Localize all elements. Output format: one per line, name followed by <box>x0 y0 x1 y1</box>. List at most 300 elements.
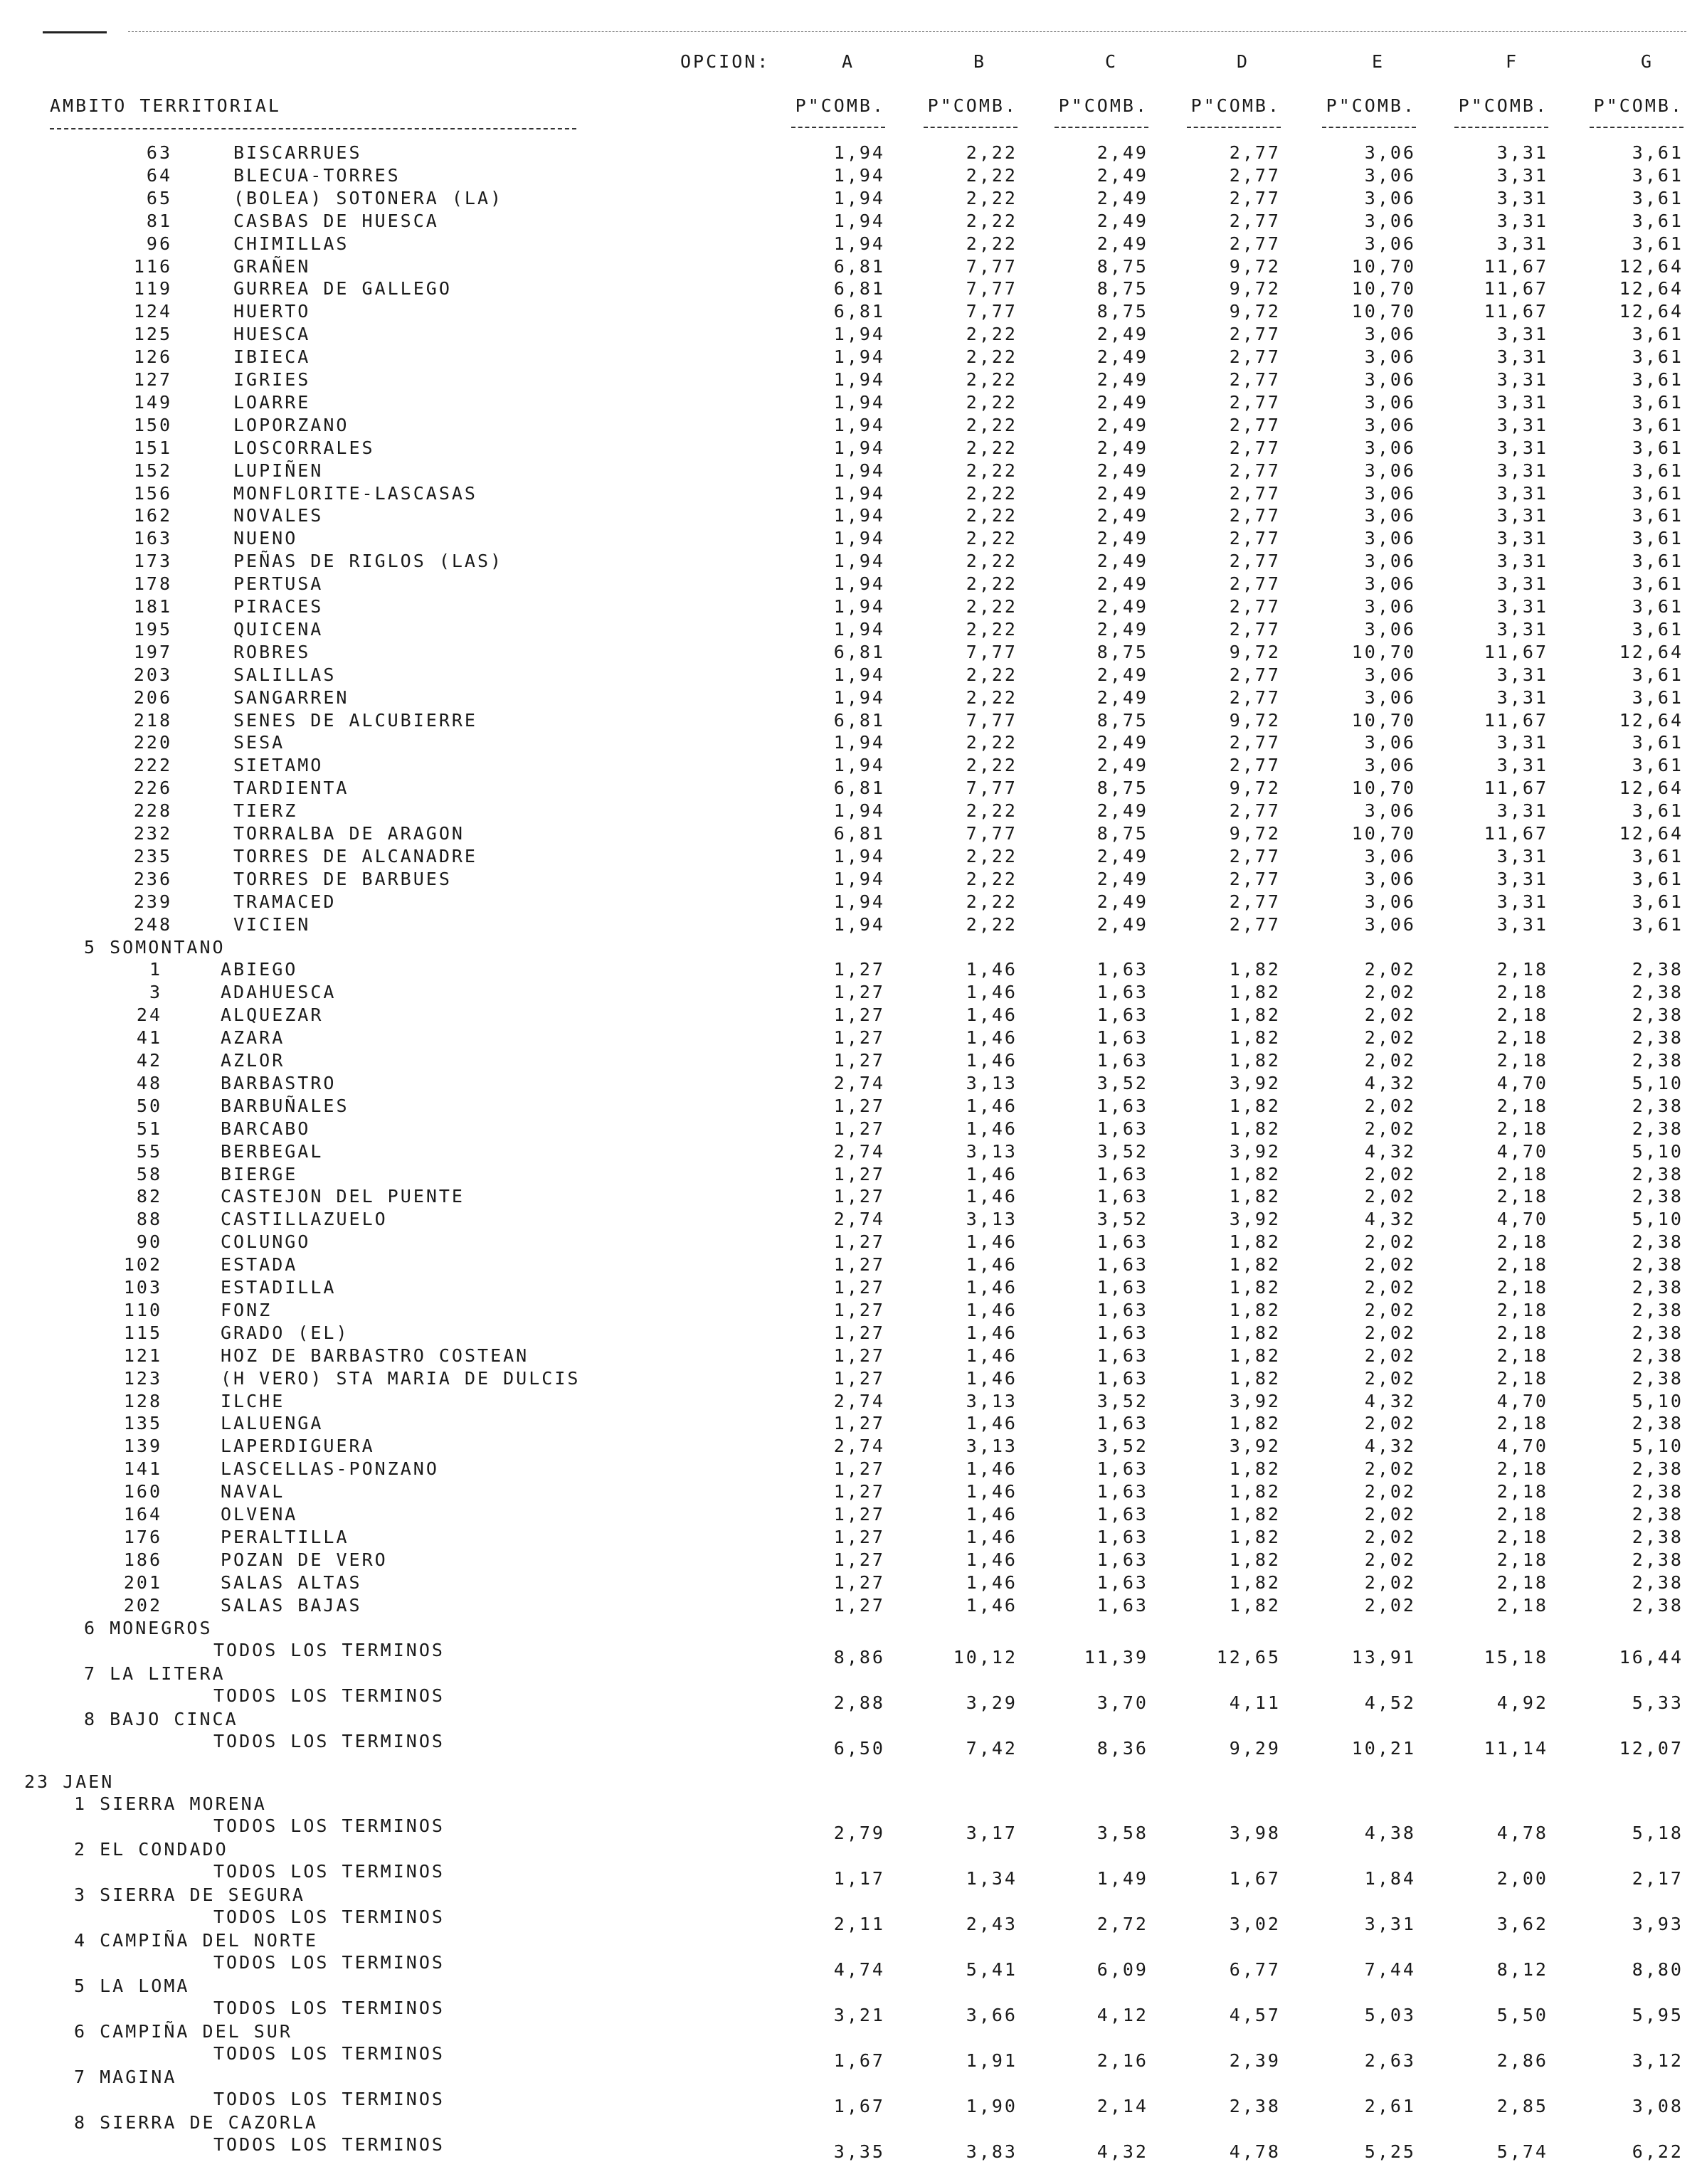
value-d: 1,82 <box>1229 1413 1281 1433</box>
option-letter-a: A <box>842 51 855 72</box>
value-a: 1,27 <box>833 1322 885 1343</box>
value-b: 1,46 <box>966 982 1018 1002</box>
value-f: 11,67 <box>1484 710 1548 731</box>
municipality-name: ESTADILLA <box>221 1277 337 1298</box>
group-label: 7 LA LITERA <box>84 1663 226 1684</box>
municipality-name: SIETAMO <box>233 755 324 775</box>
value-a: 1,94 <box>833 142 885 163</box>
value-a: 2,11 <box>833 1914 885 1934</box>
municipality-name: GRAÑEN <box>233 256 311 277</box>
value-d: 2,77 <box>1229 891 1281 912</box>
value-e: 10,70 <box>1351 778 1416 798</box>
value-g: 3,61 <box>1632 392 1684 413</box>
municipality-code: 162 <box>133 505 172 526</box>
value-c: 2,49 <box>1096 438 1148 458</box>
value-a: 6,81 <box>833 778 885 798</box>
group-label: 4 CAMPIÑA DEL NORTE <box>74 1930 318 1951</box>
value-d: 3,02 <box>1229 1914 1281 1934</box>
value-g: 3,61 <box>1632 438 1684 458</box>
value-b: 1,46 <box>966 1118 1018 1139</box>
value-g: 2,38 <box>1632 1277 1684 1298</box>
value-c: 1,63 <box>1096 1413 1148 1433</box>
value-g: 12,64 <box>1619 301 1684 322</box>
municipality-name: LASCELLAS-PONZANO <box>221 1458 439 1479</box>
value-g: 3,61 <box>1632 324 1684 344</box>
value-g: 3,61 <box>1632 211 1684 231</box>
todos-los-terminos-label: TODOS LOS TERMINOS <box>213 2134 445 2155</box>
value-f: 2,18 <box>1496 959 1548 980</box>
value-d: 2,77 <box>1229 392 1281 413</box>
value-c: 1,63 <box>1096 1549 1148 1570</box>
value-a: 1,27 <box>833 1368 885 1389</box>
value-d: 4,57 <box>1229 2005 1281 2025</box>
value-g: 3,61 <box>1632 346 1684 367</box>
value-d: 2,77 <box>1229 846 1281 866</box>
municipality-name: (BOLEA) SOTONERA (LA) <box>233 188 504 208</box>
value-a: 1,94 <box>833 891 885 912</box>
value-c: 2,49 <box>1096 596 1148 617</box>
value-f: 2,18 <box>1496 1300 1548 1320</box>
municipality-code: 150 <box>133 415 172 435</box>
value-g: 3,12 <box>1632 2050 1684 2071</box>
value-b: 1,46 <box>966 1368 1018 1389</box>
value-e: 4,32 <box>1364 1141 1416 1162</box>
value-c: 2,49 <box>1096 800 1148 821</box>
value-a: 1,27 <box>833 1595 885 1616</box>
value-f: 2,18 <box>1496 1504 1548 1525</box>
municipality-name: PIRACES <box>233 596 324 617</box>
value-d: 1,82 <box>1229 1595 1281 1616</box>
municipality-name: BARCABO <box>221 1118 311 1139</box>
municipality-code: 96 <box>146 233 172 254</box>
value-c: 2,49 <box>1096 346 1148 367</box>
value-e: 2,02 <box>1364 1458 1416 1479</box>
value-c: 1,63 <box>1096 1096 1148 1116</box>
municipality-code: 110 <box>123 1300 162 1320</box>
value-a: 1,27 <box>833 1345 885 1366</box>
value-g: 2,38 <box>1632 1164 1684 1184</box>
value-a: 1,94 <box>833 869 885 889</box>
value-f: 5,50 <box>1496 2005 1548 2025</box>
value-d: 1,82 <box>1229 1186 1281 1207</box>
value-c: 2,49 <box>1096 846 1148 866</box>
value-a: 1,94 <box>833 165 885 186</box>
pcomb-label: P"COMB. <box>795 95 885 116</box>
value-a: 6,81 <box>833 823 885 844</box>
municipality-code: 141 <box>123 1458 162 1479</box>
value-b: 2,22 <box>966 846 1018 866</box>
municipality-name: BISCARRUES <box>233 142 362 163</box>
municipality-name: SENES DE ALCUBIERRE <box>233 710 477 731</box>
value-f: 3,31 <box>1496 800 1548 821</box>
pcomb-label: P"COMB. <box>927 95 1018 116</box>
value-c: 2,49 <box>1096 369 1148 390</box>
value-b: 1,46 <box>966 1481 1018 1502</box>
value-b: 1,46 <box>966 959 1018 980</box>
value-a: 1,94 <box>833 755 885 775</box>
municipality-name: TRAMACED <box>233 891 337 912</box>
value-d: 2,77 <box>1229 596 1281 617</box>
value-d: 1,82 <box>1229 1096 1281 1116</box>
municipality-name: SESA <box>233 732 285 753</box>
municipality-code: 220 <box>133 732 172 753</box>
value-c: 2,49 <box>1096 914 1148 935</box>
municipality-code: 123 <box>123 1368 162 1389</box>
value-e: 10,21 <box>1351 1738 1416 1759</box>
value-c: 1,63 <box>1096 1004 1148 1025</box>
value-g: 2,38 <box>1632 1300 1684 1320</box>
todos-los-terminos-label: TODOS LOS TERMINOS <box>213 1685 445 1706</box>
value-f: 2,18 <box>1496 1004 1548 1025</box>
value-d: 12,65 <box>1216 1647 1281 1668</box>
value-g: 3,61 <box>1632 165 1684 186</box>
value-d: 1,82 <box>1229 1164 1281 1184</box>
value-c: 3,52 <box>1096 1209 1148 1229</box>
value-f: 3,31 <box>1496 619 1548 640</box>
municipality-code: 90 <box>136 1231 162 1252</box>
ambito-territorial-label: AMBITO TERRITORIAL <box>50 95 281 116</box>
value-c: 1,63 <box>1096 1027 1148 1048</box>
value-d: 3,92 <box>1229 1073 1281 1093</box>
value-d: 1,82 <box>1229 1504 1281 1525</box>
value-b: 1,46 <box>966 1595 1018 1616</box>
value-b: 2,22 <box>966 800 1018 821</box>
value-b: 7,42 <box>966 1738 1018 1759</box>
value-g: 2,38 <box>1632 1096 1684 1116</box>
value-d: 9,29 <box>1229 1738 1281 1759</box>
value-f: 4,70 <box>1496 1436 1548 1456</box>
value-g: 2,38 <box>1632 1027 1684 1048</box>
value-e: 3,06 <box>1364 619 1416 640</box>
value-f: 3,31 <box>1496 551 1548 571</box>
value-e: 13,91 <box>1351 1647 1416 1668</box>
value-g: 2,38 <box>1632 1527 1684 1547</box>
value-a: 1,94 <box>833 573 885 594</box>
value-g: 8,80 <box>1632 1959 1684 1980</box>
value-f: 2,18 <box>1496 1164 1548 1184</box>
value-e: 2,02 <box>1364 1549 1416 1570</box>
municipality-name: POZAN DE VERO <box>221 1549 388 1570</box>
value-f: 2,18 <box>1496 1549 1548 1570</box>
pcomb-label: P"COMB. <box>1458 95 1548 116</box>
value-g: 3,61 <box>1632 891 1684 912</box>
value-c: 1,63 <box>1096 1186 1148 1207</box>
value-f: 3,31 <box>1496 438 1548 458</box>
municipality-code: 103 <box>123 1277 162 1298</box>
option-letter-c: C <box>1105 51 1119 72</box>
value-f: 11,67 <box>1484 823 1548 844</box>
value-e: 3,31 <box>1364 1914 1416 1934</box>
value-b: 2,22 <box>966 664 1018 685</box>
value-c: 2,49 <box>1096 505 1148 526</box>
value-a: 2,74 <box>833 1141 885 1162</box>
value-d: 1,82 <box>1229 1458 1281 1479</box>
value-b: 2,22 <box>966 188 1018 208</box>
value-e: 3,06 <box>1364 891 1416 912</box>
value-c: 6,09 <box>1096 1959 1148 1980</box>
value-c: 2,49 <box>1096 528 1148 548</box>
value-g: 2,38 <box>1632 1595 1684 1616</box>
municipality-code: 51 <box>136 1118 162 1139</box>
value-f: 2,18 <box>1496 1096 1548 1116</box>
municipality-name: ESTADA <box>221 1254 298 1275</box>
value-c: 2,49 <box>1096 664 1148 685</box>
value-c: 8,75 <box>1096 278 1148 299</box>
value-c: 4,12 <box>1096 2005 1148 2025</box>
value-a: 1,94 <box>833 664 885 685</box>
municipality-name: TORRES DE BARBUES <box>233 869 452 889</box>
value-c: 1,49 <box>1096 1868 1148 1889</box>
value-c: 1,63 <box>1096 1572 1148 1593</box>
value-e: 2,02 <box>1364 1322 1416 1343</box>
value-b: 2,22 <box>966 211 1018 231</box>
value-a: 1,17 <box>833 1868 885 1889</box>
value-d: 2,39 <box>1229 2050 1281 2071</box>
value-g: 2,38 <box>1632 1231 1684 1252</box>
value-a: 1,94 <box>833 460 885 481</box>
value-a: 8,86 <box>833 1647 885 1668</box>
value-d: 2,77 <box>1229 869 1281 889</box>
municipality-code: 65 <box>146 188 172 208</box>
value-c: 1,63 <box>1096 982 1148 1002</box>
value-f: 3,31 <box>1496 460 1548 481</box>
value-f: 3,31 <box>1496 369 1548 390</box>
value-d: 1,82 <box>1229 959 1281 980</box>
value-e: 3,06 <box>1364 596 1416 617</box>
value-e: 4,32 <box>1364 1073 1416 1093</box>
value-f: 2,18 <box>1496 1572 1548 1593</box>
value-b: 2,22 <box>966 438 1018 458</box>
municipality-name: VICIEN <box>233 914 311 935</box>
pcomb-label: P"COMB. <box>1326 95 1416 116</box>
municipality-name: TIERZ <box>233 800 298 821</box>
value-g: 3,61 <box>1632 142 1684 163</box>
value-e: 3,06 <box>1364 460 1416 481</box>
municipality-code: 116 <box>133 256 172 277</box>
value-c: 2,49 <box>1096 869 1148 889</box>
value-e: 3,06 <box>1364 664 1416 685</box>
value-d: 3,98 <box>1229 1823 1281 1843</box>
value-g: 3,61 <box>1632 573 1684 594</box>
municipality-code: 119 <box>133 278 172 299</box>
value-b: 3,83 <box>966 2141 1018 2162</box>
value-g: 2,38 <box>1632 982 1684 1002</box>
value-f: 4,70 <box>1496 1073 1548 1093</box>
value-c: 8,75 <box>1096 710 1148 731</box>
value-d: 2,77 <box>1229 800 1281 821</box>
municipality-name: COLUNGO <box>221 1231 311 1252</box>
municipality-name: FONZ <box>221 1300 273 1320</box>
value-b: 2,22 <box>966 891 1018 912</box>
value-c: 1,63 <box>1096 1118 1148 1139</box>
municipality-code: 228 <box>133 800 172 821</box>
value-e: 5,25 <box>1364 2141 1416 2162</box>
value-e: 2,02 <box>1364 1572 1416 1593</box>
municipality-code: 195 <box>133 619 172 640</box>
value-a: 1,94 <box>833 392 885 413</box>
value-e: 3,06 <box>1364 233 1416 254</box>
value-a: 3,21 <box>833 2005 885 2025</box>
municipality-name: IGRIES <box>233 369 311 390</box>
value-c: 2,49 <box>1096 483 1148 504</box>
value-b: 3,66 <box>966 2005 1018 2025</box>
municipality-name: HUESCA <box>233 324 311 344</box>
value-e: 4,52 <box>1364 1692 1416 1713</box>
value-a: 1,27 <box>833 1300 885 1320</box>
value-f: 3,31 <box>1496 392 1548 413</box>
value-a: 1,27 <box>833 1186 885 1207</box>
value-e: 1,84 <box>1364 1868 1416 1889</box>
municipality-code: 128 <box>123 1391 162 1411</box>
todos-los-terminos-label: TODOS LOS TERMINOS <box>213 1907 445 1927</box>
value-e: 3,06 <box>1364 573 1416 594</box>
value-g: 2,38 <box>1632 1458 1684 1479</box>
value-d: 2,77 <box>1229 573 1281 594</box>
value-g: 6,22 <box>1632 2141 1684 2162</box>
value-d: 2,77 <box>1229 664 1281 685</box>
value-a: 1,94 <box>833 415 885 435</box>
value-a: 1,27 <box>833 982 885 1002</box>
value-a: 1,67 <box>833 2096 885 2116</box>
value-f: 3,31 <box>1496 732 1548 753</box>
municipality-name: NAVAL <box>221 1481 285 1502</box>
value-b: 2,22 <box>966 619 1018 640</box>
municipality-code: 42 <box>136 1050 162 1071</box>
value-f: 3,31 <box>1496 483 1548 504</box>
value-e: 3,06 <box>1364 211 1416 231</box>
value-b: 7,77 <box>966 301 1018 322</box>
value-f: 2,18 <box>1496 1118 1548 1139</box>
value-d: 2,77 <box>1229 619 1281 640</box>
value-e: 3,06 <box>1364 755 1416 775</box>
value-g: 2,38 <box>1632 1345 1684 1366</box>
value-a: 1,94 <box>833 505 885 526</box>
value-f: 2,18 <box>1496 1481 1548 1502</box>
value-f: 2,18 <box>1496 1345 1548 1366</box>
value-c: 2,49 <box>1096 619 1148 640</box>
option-letter-d: D <box>1237 51 1250 72</box>
value-b: 1,46 <box>966 1322 1018 1343</box>
value-b: 3,29 <box>966 1692 1018 1713</box>
value-e: 2,02 <box>1364 1027 1416 1048</box>
value-e: 4,32 <box>1364 1209 1416 1229</box>
value-g: 3,61 <box>1632 528 1684 548</box>
value-c: 8,75 <box>1096 823 1148 844</box>
municipality-code: 115 <box>123 1322 162 1343</box>
municipality-code: 202 <box>123 1595 162 1616</box>
pcomb-underline <box>1054 127 1148 128</box>
municipality-name: IBIECA <box>233 346 311 367</box>
municipality-name: ROBRES <box>233 642 311 662</box>
value-e: 3,06 <box>1364 438 1416 458</box>
group-label: 8 SIERRA DE CAZORLA <box>74 2112 318 2133</box>
value-a: 1,27 <box>833 1164 885 1184</box>
municipality-name: BARBUÑALES <box>221 1096 349 1116</box>
value-d: 2,77 <box>1229 551 1281 571</box>
todos-los-terminos-label: TODOS LOS TERMINOS <box>213 1861 445 1882</box>
value-b: 1,46 <box>966 1458 1018 1479</box>
value-g: 12,64 <box>1619 642 1684 662</box>
value-e: 10,70 <box>1351 710 1416 731</box>
municipality-code: 160 <box>123 1481 162 1502</box>
value-f: 4,70 <box>1496 1209 1548 1229</box>
value-g: 3,61 <box>1632 233 1684 254</box>
value-f: 3,31 <box>1496 869 1548 889</box>
value-e: 4,32 <box>1364 1391 1416 1411</box>
municipality-code: 226 <box>133 778 172 798</box>
value-d: 2,77 <box>1229 324 1281 344</box>
value-f: 2,18 <box>1496 1027 1548 1048</box>
group-label: 2 EL CONDADO <box>74 1839 228 1860</box>
value-a: 6,81 <box>833 301 885 322</box>
value-a: 1,27 <box>833 1481 885 1502</box>
value-a: 1,27 <box>833 1254 885 1275</box>
value-b: 1,46 <box>966 1164 1018 1184</box>
option-letter-g: G <box>1641 51 1654 72</box>
municipality-name: LOSCORRALES <box>233 438 375 458</box>
value-g: 2,38 <box>1632 1481 1684 1502</box>
value-f: 2,18 <box>1496 1322 1548 1343</box>
value-e: 7,44 <box>1364 1959 1416 1980</box>
value-b: 2,22 <box>966 369 1018 390</box>
value-e: 3,06 <box>1364 528 1416 548</box>
value-a: 6,81 <box>833 256 885 277</box>
municipality-name: ALQUEZAR <box>221 1004 324 1025</box>
value-e: 2,02 <box>1364 1096 1416 1116</box>
value-a: 1,27 <box>833 1277 885 1298</box>
municipality-code: 201 <box>123 1572 162 1593</box>
municipality-name: LAPERDIGUERA <box>221 1436 375 1456</box>
pcomb-underline <box>924 127 1018 128</box>
value-c: 1,63 <box>1096 1300 1148 1320</box>
municipality-name: LUPIÑEN <box>233 460 324 481</box>
value-b: 2,22 <box>966 142 1018 163</box>
municipality-name: BERBEGAL <box>221 1141 324 1162</box>
value-c: 2,49 <box>1096 142 1148 163</box>
value-d: 1,82 <box>1229 1027 1281 1048</box>
group-label: 5 LA LOMA <box>74 1976 190 1996</box>
value-f: 2,18 <box>1496 1186 1548 1207</box>
value-d: 1,82 <box>1229 1300 1281 1320</box>
value-g: 3,61 <box>1632 460 1684 481</box>
value-a: 2,74 <box>833 1209 885 1229</box>
value-f: 2,18 <box>1496 1527 1548 1547</box>
municipality-name: CASTILLAZUELO <box>221 1209 388 1229</box>
value-c: 3,58 <box>1096 1823 1148 1843</box>
value-b: 1,46 <box>966 1527 1018 1547</box>
value-c: 2,49 <box>1096 687 1148 708</box>
municipality-code: 102 <box>123 1254 162 1275</box>
option-letter-f: F <box>1506 51 1519 72</box>
pcomb-underline <box>1187 127 1281 128</box>
value-c: 1,63 <box>1096 1458 1148 1479</box>
value-a: 1,94 <box>833 211 885 231</box>
value-g: 3,61 <box>1632 619 1684 640</box>
value-f: 3,31 <box>1496 142 1548 163</box>
value-c: 3,52 <box>1096 1073 1148 1093</box>
value-d: 1,82 <box>1229 1254 1281 1275</box>
value-a: 1,94 <box>833 800 885 821</box>
value-c: 8,75 <box>1096 642 1148 662</box>
value-e: 3,06 <box>1364 324 1416 344</box>
value-a: 1,27 <box>833 1004 885 1025</box>
group-label: 7 MAGINA <box>74 2067 177 2087</box>
value-g: 3,61 <box>1632 596 1684 617</box>
value-b: 2,22 <box>966 460 1018 481</box>
municipality-code: 176 <box>123 1527 162 1547</box>
pcomb-underline <box>791 127 885 128</box>
municipality-code: 64 <box>146 165 172 186</box>
